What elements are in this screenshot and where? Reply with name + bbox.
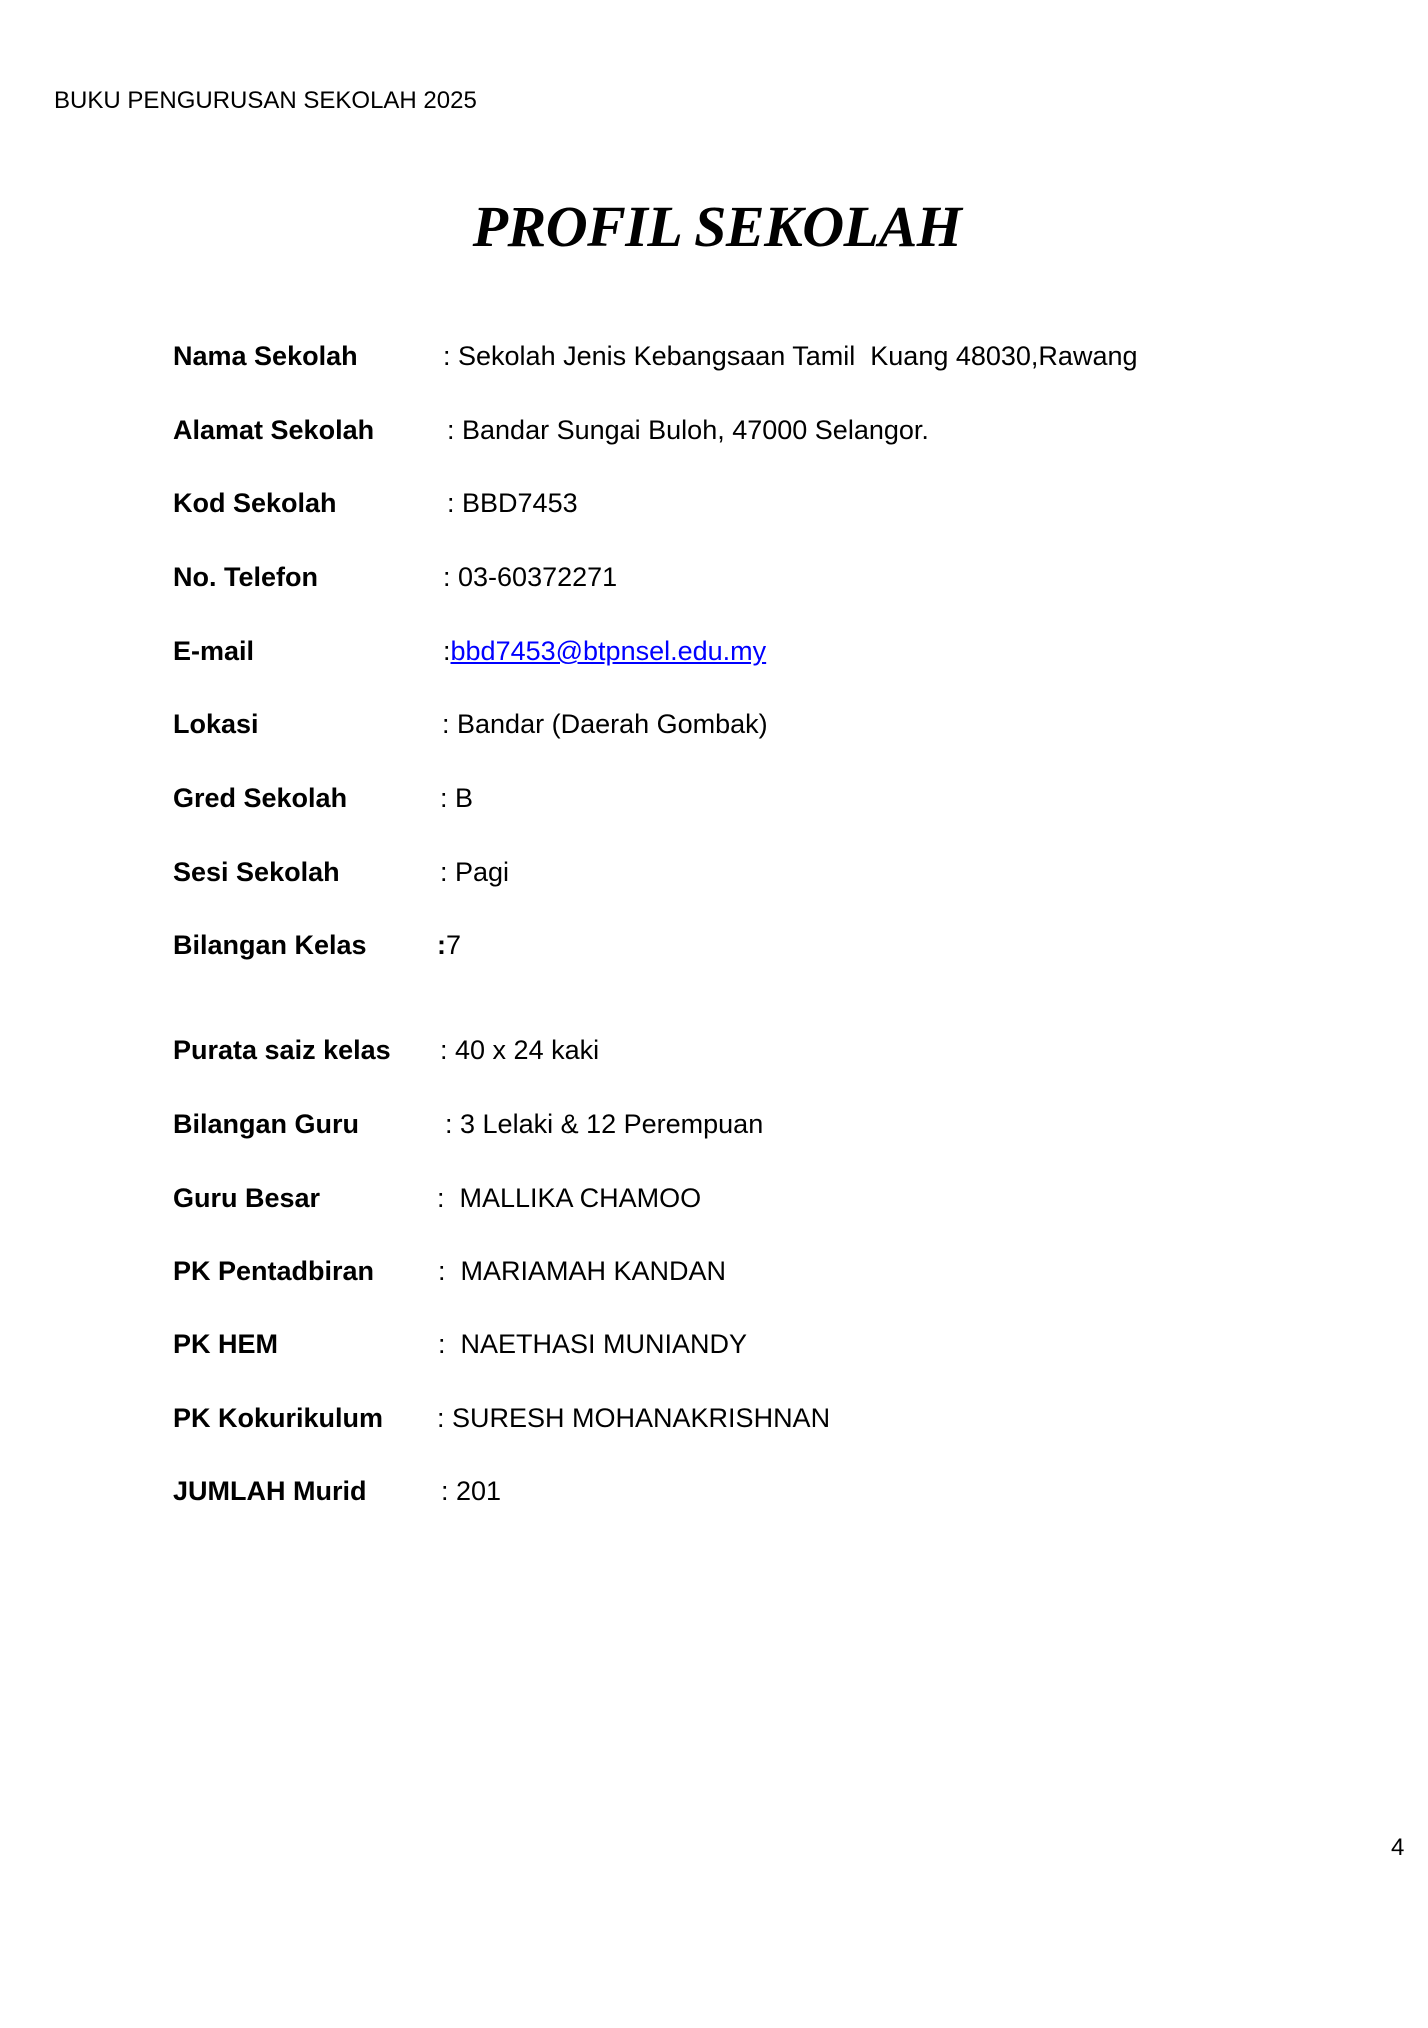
admin-deputy-value: MARIAMAH KANDAN bbox=[460, 1256, 727, 1286]
profile-row-email bbox=[0, 633, 1428, 669]
student-affairs-deputy-value: NAETHASI MUNIANDY bbox=[460, 1329, 748, 1359]
field-label: E-mail bbox=[173, 636, 255, 666]
field-label: Gred Sekolah bbox=[173, 783, 348, 813]
profile-row-purata-saiz-kelas bbox=[0, 1032, 1428, 1068]
school-code-value: BBD7453 bbox=[462, 488, 578, 518]
field-value bbox=[438, 1253, 726, 1289]
field-value bbox=[441, 1473, 501, 1509]
profile-row-pk-hem bbox=[0, 1326, 1428, 1362]
separator: : bbox=[447, 488, 463, 518]
grade-value: B bbox=[455, 783, 474, 813]
cocurriculum-deputy-value: SURESH MOHANAKRISHNAN bbox=[452, 1403, 831, 1433]
field-value bbox=[447, 485, 578, 521]
class-count-value: 7 bbox=[446, 930, 462, 960]
field-label: Bilangan Guru bbox=[173, 1109, 360, 1139]
separator: : bbox=[447, 415, 463, 445]
separator: : bbox=[443, 341, 459, 371]
field-label: Lokasi bbox=[173, 709, 259, 739]
field-value bbox=[440, 1032, 599, 1068]
separator: : bbox=[440, 1035, 456, 1065]
profile-row-pk-pentadbiran bbox=[0, 1253, 1428, 1289]
field-label: JUMLAH Murid bbox=[173, 1476, 367, 1506]
profile-row-pk-kokurikulum bbox=[0, 1400, 1428, 1436]
field-value bbox=[443, 338, 1138, 374]
field-value bbox=[437, 1400, 830, 1436]
profile-row-lokasi bbox=[0, 706, 1428, 742]
profile-row-no-telefon bbox=[0, 559, 1428, 595]
separator: : bbox=[437, 930, 446, 960]
separator: : bbox=[440, 857, 456, 887]
field-value bbox=[443, 633, 766, 669]
separator: : bbox=[440, 783, 456, 813]
field-value bbox=[443, 559, 617, 595]
phone-value: 03-60372271 bbox=[458, 562, 618, 592]
separator: : bbox=[438, 1329, 461, 1359]
field-value bbox=[445, 1106, 763, 1142]
profile-row-jumlah-murid bbox=[0, 1473, 1428, 1509]
profile-row-bilangan-guru bbox=[0, 1106, 1428, 1142]
field-value bbox=[442, 706, 768, 742]
field-label: PK Kokurikulum bbox=[173, 1403, 384, 1433]
field-label: Guru Besar bbox=[173, 1183, 321, 1213]
field-label: PK HEM bbox=[173, 1329, 279, 1359]
teacher-count-value: 3 Lelaki & 12 Perempuan bbox=[460, 1109, 764, 1139]
field-value bbox=[437, 927, 461, 963]
field-value bbox=[440, 854, 509, 890]
field-label: Nama Sekolah bbox=[173, 341, 358, 371]
school-name-value: Sekolah Jenis Kebangsaan Tamil Kuang 48030,Rawang bbox=[458, 341, 1138, 371]
separator: : bbox=[443, 636, 451, 666]
profile-row-gred-sekolah bbox=[0, 780, 1428, 816]
running-header: BUKU PENGURUSAN SEKOLAH 2025 bbox=[54, 87, 477, 114]
field-value bbox=[440, 780, 473, 816]
field-label: Bilangan Kelas bbox=[173, 930, 367, 960]
field-label: Sesi Sekolah bbox=[173, 857, 340, 887]
separator: : bbox=[437, 1403, 453, 1433]
profile-row-bilangan-kelas bbox=[0, 927, 1428, 963]
location-value: Bandar (Daerah Gombak) bbox=[457, 709, 768, 739]
separator: : bbox=[442, 709, 458, 739]
separator: : bbox=[441, 1476, 457, 1506]
class-size-value: 40 x 24 kaki bbox=[455, 1035, 600, 1065]
field-label: Kod Sekolah bbox=[173, 488, 337, 518]
page-number: 4 bbox=[1391, 1834, 1405, 1861]
student-total-value: 201 bbox=[456, 1476, 502, 1506]
field-label: Alamat Sekolah bbox=[173, 415, 375, 445]
field-label: No. Telefon bbox=[173, 562, 318, 592]
separator: : bbox=[437, 1183, 460, 1213]
field-value bbox=[437, 1180, 701, 1216]
profile-row-sesi-sekolah bbox=[0, 854, 1428, 890]
field-value bbox=[447, 412, 929, 448]
profile-row-alamat-sekolah bbox=[0, 412, 1428, 448]
separator: : bbox=[445, 1109, 461, 1139]
page-title: PROFIL SEKOLAH bbox=[472, 194, 962, 259]
address-value: Bandar Sungai Buloh, 47000 Selangor. bbox=[462, 415, 929, 445]
session-value: Pagi bbox=[455, 857, 510, 887]
headmaster-value: MALLIKA CHAMOO bbox=[459, 1183, 702, 1213]
profile-row-nama-sekolah bbox=[0, 338, 1428, 374]
field-value bbox=[438, 1326, 747, 1362]
separator: : bbox=[443, 562, 459, 592]
email-link[interactable]: bbd7453@btpnsel.edu.my bbox=[450, 636, 767, 666]
field-label: PK Pentadbiran bbox=[173, 1256, 375, 1286]
separator: : bbox=[438, 1256, 461, 1286]
profile-row-guru-besar bbox=[0, 1180, 1428, 1216]
field-label: Purata saiz kelas bbox=[173, 1035, 391, 1065]
profile-row-kod-sekolah bbox=[0, 485, 1428, 521]
